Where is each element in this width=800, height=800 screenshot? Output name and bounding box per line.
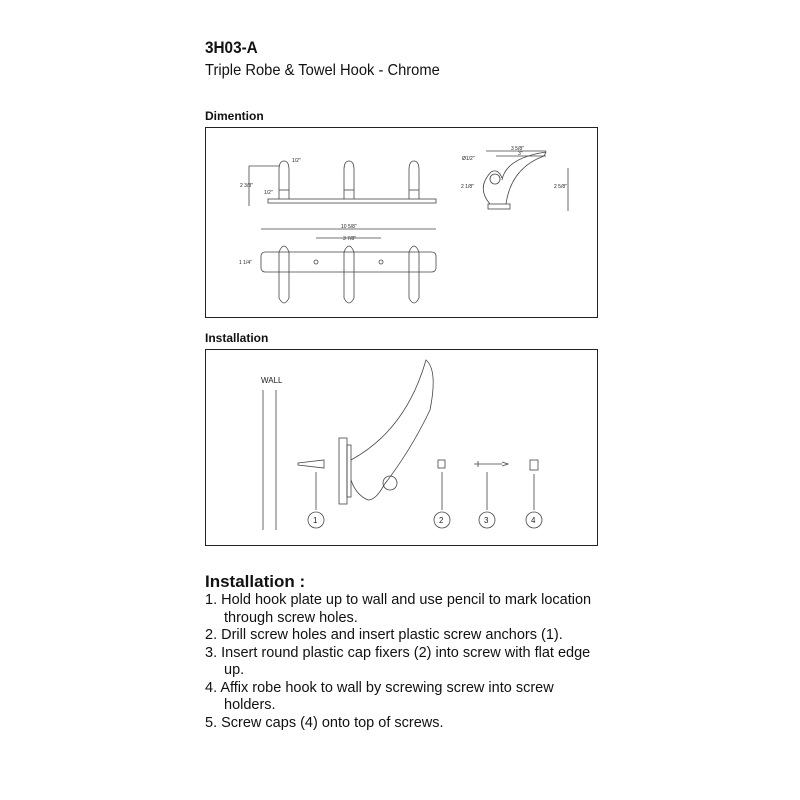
product-title: Triple Robe & Towel Hook - Chrome: [205, 62, 440, 79]
svg-text:1: 1: [313, 516, 318, 525]
svg-text:2: 2: [439, 516, 444, 525]
svg-text:1/2": 1/2": [292, 158, 301, 164]
svg-text:3: 3: [484, 516, 489, 525]
step: 2. Drill screw holes and insert plastic screw anchors (1).: [205, 627, 563, 643]
svg-text:2 3/8": 2 3/8": [240, 183, 253, 189]
svg-text:2 1/8": 2 1/8": [461, 184, 474, 190]
front-peg: [279, 161, 289, 199]
svg-text:10 5/8": 10 5/8": [341, 224, 357, 230]
installation-heading: Installation: [205, 331, 269, 345]
svg-text:3 5/8": 3 5/8": [511, 146, 524, 152]
step: 4. Affix robe hook to wall by screwing screw into screw holders.: [205, 679, 554, 713]
step: 3. Insert round plastic cap fixers (2) into screw with flat edge up.: [205, 644, 591, 678]
step: 1. Hold hook plate up to wall and use pencil to mark location through screw holes.: [205, 592, 592, 626]
instructions-title: Installation :: [205, 572, 306, 591]
instruction-steps: [205, 592, 605, 732]
step: 5. Screw caps (4) onto top of screws.: [205, 714, 444, 731]
svg-text:Ø1/2": Ø1/2": [462, 156, 475, 162]
svg-text:WALL: WALL: [261, 376, 283, 385]
svg-text:1 1/4": 1 1/4": [239, 260, 252, 266]
svg-text:4: 4: [531, 516, 536, 525]
svg-text:2 5/8": 2 5/8": [554, 184, 567, 190]
model-number: 3H03-A: [205, 38, 258, 57]
dimension-heading: Dimention: [205, 109, 264, 123]
svg-text:3": 3": [518, 151, 523, 157]
svg-text:3 7/8": 3 7/8": [343, 236, 356, 242]
svg-text:1/2": 1/2": [264, 190, 273, 196]
installation-drawing: [205, 349, 598, 546]
dimension-drawing: [205, 127, 598, 318]
